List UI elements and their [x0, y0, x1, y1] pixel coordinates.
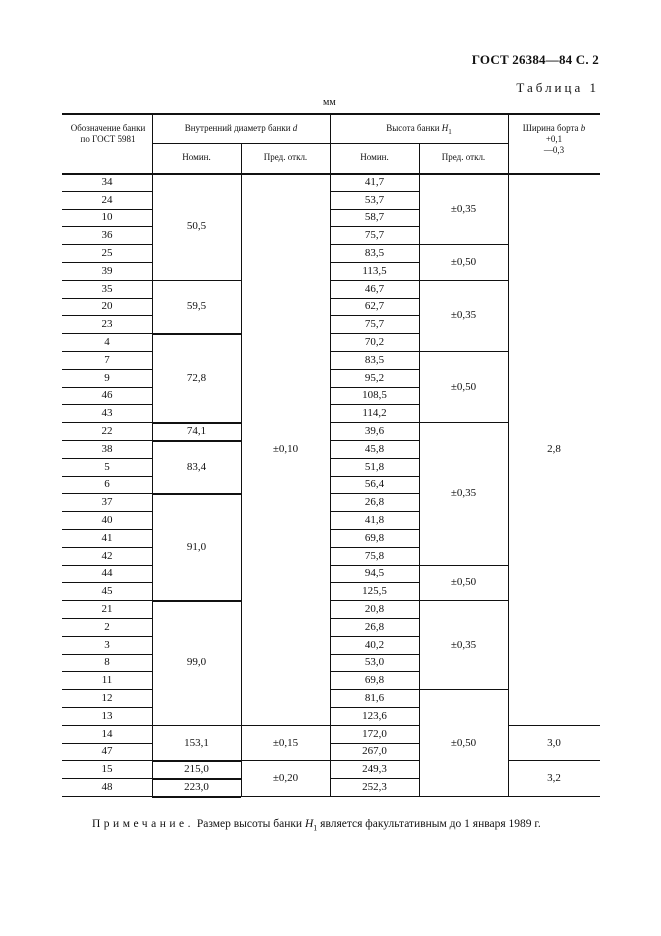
designation-cell: 42: [101, 549, 113, 562]
diameter-nominal-cell: 83,4: [186, 460, 207, 473]
height-nominal-cell: 41,8: [364, 514, 385, 527]
designation-cell: 39: [101, 264, 113, 277]
header-height-limit-dev-text: Пред. откл.: [441, 152, 486, 162]
height-nominal-cell: 26,8: [364, 496, 385, 509]
height-nominal-cell: 46,7: [364, 282, 385, 295]
height-tolerance-cell-bottom-line: [419, 796, 508, 797]
height-nominal-cell: 267,0: [362, 745, 387, 758]
header-height-limit-dev: [419, 152, 508, 163]
diameter-tolerance-cell: ±0,20: [272, 772, 299, 785]
height-nominal-cell: 83,5: [364, 247, 385, 260]
height-tolerance-cell: ±0,50: [450, 255, 477, 268]
note-label: Примечание.: [92, 818, 194, 830]
designation-cell: 34: [101, 175, 113, 188]
designation-cell: 13: [101, 709, 113, 722]
height-tolerance-cell: ±0,35: [450, 638, 477, 651]
height-nominal-cell: 75,8: [364, 549, 385, 562]
table-note: [92, 818, 541, 832]
header-diameter-limit-dev-text: Пред. откл.: [263, 152, 308, 162]
height-nominal-cell: 69,8: [364, 674, 385, 687]
header-flange-width-text: Ширина борта: [522, 123, 579, 133]
height-tolerance-cell: ±0,35: [450, 487, 477, 500]
designation-cell: 44: [101, 567, 113, 580]
height-nominal-cell: 113,5: [362, 264, 387, 277]
designation-cell: 6: [104, 478, 110, 491]
height-nominal-cell: 114,2: [362, 407, 387, 420]
header-diameter-nominal-text: Номин.: [182, 152, 211, 162]
note-text-before: Размер высоты банки: [196, 818, 303, 830]
height-nominal-cell: 51,8: [364, 460, 385, 473]
height-nominal-cell: 20,8: [364, 603, 385, 616]
row-line-designation: [62, 796, 152, 797]
height-tolerance-cell: ±0,35: [450, 309, 477, 322]
note-subscript: 1: [313, 823, 318, 833]
designation-cell: 35: [101, 282, 113, 295]
table-label: Таблица 1: [516, 80, 599, 95]
designation-cell: 14: [101, 727, 113, 740]
height-tolerance-cell: ±0,50: [450, 380, 477, 393]
designation-cell: 45: [101, 585, 113, 598]
diameter-nominal-cell: 153,1: [184, 736, 209, 749]
designation-cell: 8: [104, 656, 110, 669]
designation-cell: 12: [101, 692, 113, 705]
flange-width-cell: 2,8: [547, 442, 561, 455]
designation-cell: 41: [101, 531, 113, 544]
header-divider-1: [330, 113, 331, 173]
diameter-nominal-cell: 91,0: [186, 540, 207, 553]
flange-width-cell: 3,0: [547, 736, 561, 749]
designation-cell: 25: [101, 247, 113, 260]
diameter-nominal-cell: 59,5: [186, 300, 207, 313]
diameter-nominal-cell: 50,5: [186, 220, 207, 233]
designation-cell: 11: [101, 674, 113, 687]
height-tolerance-cell: ±0,50: [450, 576, 477, 589]
header-divider-2: [508, 113, 509, 173]
height-tolerance-cell: ±0,35: [450, 202, 477, 215]
height-nominal-cell: 95,2: [364, 371, 385, 384]
height-nominal-cell: 53,0: [364, 656, 385, 669]
height-nominal-cell: 58,7: [364, 211, 385, 224]
diameter-tolerance-cell-bottom-line: [241, 796, 330, 797]
height-nominal-cell: 62,7: [364, 300, 385, 313]
header-height-text: Высота банки: [386, 123, 440, 133]
diameter-nominal-cell: 215,0: [184, 763, 209, 776]
designation-cell: 20: [101, 300, 113, 313]
subheader-divider-0: [241, 143, 242, 173]
header-designation: [66, 123, 150, 145]
height-nominal-cell: 75,7: [364, 229, 385, 242]
designation-cell: 40: [101, 514, 113, 527]
designation-cell: 9: [104, 371, 110, 384]
designation-cell: 36: [101, 229, 113, 242]
diameter-nominal-cell-bottom-line: [152, 796, 241, 798]
height-nominal-cell: 94,5: [364, 567, 385, 580]
height-tolerance-cell: ±0,50: [450, 736, 477, 749]
designation-cell: 46: [101, 389, 113, 402]
height-nominal-cell: 53,7: [364, 193, 385, 206]
header-inner-diameter: [152, 123, 330, 134]
designation-cell: 22: [101, 425, 113, 438]
height-nominal-cell: 249,3: [362, 763, 387, 776]
designation-cell: 5: [104, 460, 110, 473]
header-flange-width-symbol: b: [580, 123, 586, 133]
header-height-nominal-text: Номин.: [360, 152, 389, 162]
designation-cell: 2: [104, 620, 110, 633]
designation-cell: 3: [104, 638, 110, 651]
designation-cell: 37: [101, 496, 113, 509]
height-nominal-cell: 172,0: [362, 727, 387, 740]
height-nominal-cell: 252,3: [362, 781, 387, 794]
height-nominal-cell: 70,2: [364, 336, 385, 349]
diameter-nominal-cell: 74,1: [186, 425, 207, 438]
designation-cell: 47: [101, 745, 113, 758]
diameter-nominal-cell: 99,0: [186, 656, 207, 669]
height-nominal-cell: 75,7: [364, 318, 385, 331]
table-top-line: [62, 113, 600, 115]
header-height: [330, 123, 508, 138]
height-nominal-cell: 108,5: [362, 389, 387, 402]
designation-cell: 38: [101, 442, 113, 455]
designation-cell: 7: [104, 353, 110, 366]
height-nominal-cell: 40,2: [364, 638, 385, 651]
header-height-subscript: 1: [448, 127, 452, 136]
header-inner-diameter-symbol: d: [292, 123, 298, 133]
flange-width-cell: 3,2: [547, 772, 561, 785]
dimensions-table: [62, 113, 600, 793]
header-height-symbol: H: [441, 123, 449, 133]
height-nominal-cell: 125,5: [362, 585, 387, 598]
diameter-nominal-cell: 72,8: [186, 371, 207, 384]
designation-cell: 43: [101, 407, 113, 420]
designation-cell: 23: [101, 318, 113, 331]
header-divider-0: [152, 113, 153, 173]
header-diameter-nominal: [152, 152, 241, 163]
designation-cell: 15: [101, 763, 113, 776]
designation-cell: 4: [104, 336, 110, 349]
header-flange-tol-lower: —0,3: [543, 145, 565, 155]
height-nominal-cell: 26,8: [364, 620, 385, 633]
height-nominal-cell: 81,6: [364, 692, 385, 705]
header-diameter-limit-dev: [241, 152, 330, 163]
height-nominal-cell: 39,6: [364, 425, 385, 438]
diameter-nominal-cell: 223,0: [184, 781, 209, 794]
note-text-after: является факультативным до 1 января 1989 г.: [320, 818, 541, 830]
units-label: мм: [323, 97, 336, 108]
page-header: ГОСТ 26384—84 С. 2: [471, 52, 599, 67]
diameter-tolerance-cell: ±0,15: [272, 736, 299, 749]
height-nominal-cell: 123,6: [362, 709, 387, 722]
designation-cell: 48: [101, 781, 113, 794]
row-line-height-nominal: [330, 796, 419, 797]
designation-cell: 21: [101, 603, 113, 616]
subheader-divider-1: [419, 143, 420, 173]
height-nominal-cell: 45,8: [364, 442, 385, 455]
header-flange-width: [508, 123, 600, 156]
height-nominal-cell: 56,4: [364, 478, 385, 491]
diameter-tolerance-cell: ±0,10: [272, 442, 299, 455]
designation-cell: 10: [101, 211, 113, 224]
header-designation-text: Обозначение банки по ГОСТ 5981: [70, 123, 146, 144]
height-nominal-cell: 83,5: [364, 353, 385, 366]
height-nominal-cell: 69,8: [364, 531, 385, 544]
note-symbol: H: [304, 818, 314, 830]
designation-cell: 24: [101, 193, 113, 206]
flange-width-cell-bottom-line: [508, 796, 600, 797]
header-flange-tol-upper: +0,1: [545, 134, 563, 144]
height-nominal-cell: 41,7: [364, 175, 385, 188]
header-inner-diameter-text: Внутренний диаметр банки: [184, 123, 291, 133]
header-height-nominal: [330, 152, 419, 163]
